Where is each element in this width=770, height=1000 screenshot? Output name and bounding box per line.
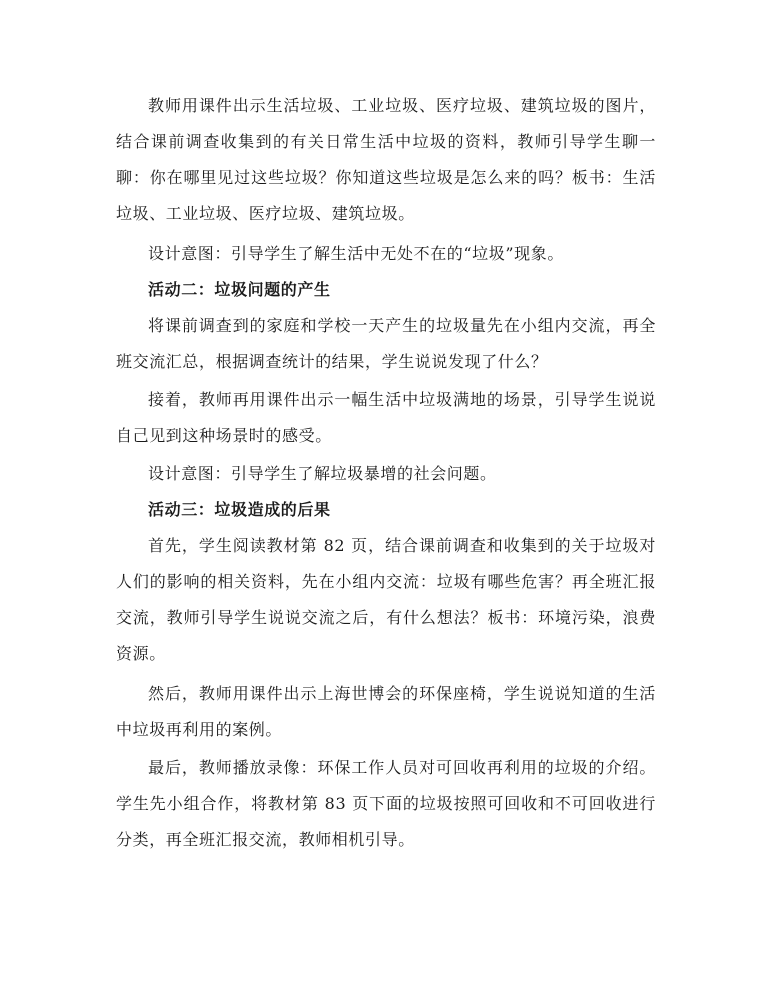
- paragraph-intro: 教师用课件出示生活垃圾、工业垃圾、医疗垃圾、建筑垃圾的图片，结合课前调查收集到的有关日常生活中垃圾的资料，教师引导学生聊一聊：你在哪里见过这些垃圾？你知道这些垃圾是怎么来的吗？板书：生活垃圾、工业垃圾、医疗垃圾、建筑垃圾。: [116, 96, 656, 223]
- paragraph-first: 首先，学生阅读教材第 82 页，结合课前调查和收集到的关于垃圾对人们的影响的相关资料，先在小组内交流：垃圾有哪些危害？再全班汇报交流，教师引导学生说说交流之后，有什么想法？板书：环境污染，浪费资源。: [116, 536, 656, 663]
- design-intent-2: 设计意图：引导学生了解垃圾暴增的社会问题。: [148, 464, 497, 483]
- heading-activity-two: 活动二：垃圾问题的产生: [148, 280, 331, 299]
- paragraph-survey: 将课前调查到的家庭和学校一天产生的垃圾量先在小组内交流，再全班交流汇总，根据调查统计的结果，学生说说发现了什么？: [116, 316, 656, 371]
- paragraph-then: 然后，教师用课件出示上海世博会的环保座椅，学生说说知道的生活中垃圾再利用的案例。: [116, 684, 656, 739]
- paragraph-finally: 最后，教师播放录像：环保工作人员对可回收再利用的垃圾的介绍。学生先小组合作，将教材第 83 页下面的垃圾按照可回收和不可回收进行分类，再全班汇报交流，教师相机引导。: [116, 758, 656, 849]
- design-intent-1: 设计意图：引导学生了解生活中无处不在的“垃圾”现象。: [148, 244, 564, 263]
- paragraph-scene: 接着，教师再用课件出示一幅生活中垃圾满地的场景，引导学生说说自己见到这种场景时的感受。: [116, 390, 656, 445]
- heading-activity-three: 活动三：垃圾造成的后果: [148, 500, 331, 519]
